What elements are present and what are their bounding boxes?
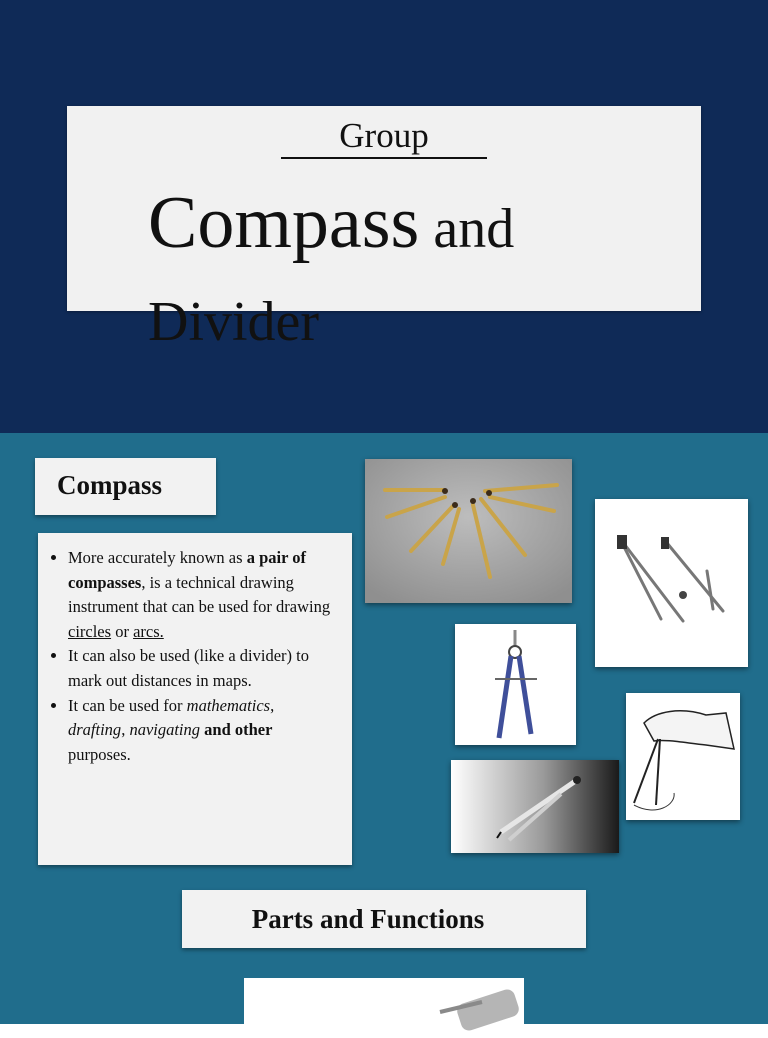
hand-compass-image (626, 693, 740, 820)
bullet-text: or (111, 621, 134, 641)
compass-set-photo (365, 459, 572, 603)
group-underline (281, 157, 487, 159)
title-divider: Divider (148, 291, 320, 353)
bullet-item (68, 644, 334, 693)
parts-diagram-partial (244, 978, 524, 1038)
bullet-bold-text: a pair of compasses (68, 548, 306, 592)
bullet-italic-text: mathematics (186, 695, 271, 715)
bullet-text: More accurately known as (68, 548, 247, 567)
group-label: Group (339, 116, 429, 155)
bullet-text: It can be used for (68, 695, 187, 715)
parts-heading: Parts and Functions (251, 904, 485, 934)
compass-heading-box (35, 458, 216, 515)
arcs-link[interactable]: arcs. (133, 621, 164, 641)
bullet-text: It can also be used (like a divider) to mark out distances in maps. (68, 646, 309, 690)
bullet-list (38, 533, 352, 767)
bullet-item (68, 546, 334, 644)
blue-compass-illustration (455, 624, 576, 745)
bullet-bold-text: and other (200, 720, 273, 740)
bullet-text: , (270, 695, 275, 715)
compass-heading: Compass (57, 470, 163, 500)
title-and: and (419, 198, 515, 260)
hand-compass-sketch (626, 693, 740, 820)
title-compass: Compass (148, 182, 420, 264)
parts-heading-box (182, 890, 586, 948)
bullet-italic-text: navigating (129, 720, 201, 740)
compass-pair-image (595, 499, 748, 667)
blue-compass-image (455, 624, 576, 745)
page-title (148, 180, 708, 372)
bullet-text: purposes. (68, 744, 131, 764)
compass-description-box (38, 533, 352, 865)
circles-link[interactable]: circles (68, 621, 112, 641)
compass-set-image (365, 459, 572, 603)
bullet-item (68, 694, 334, 768)
bullet-text: , is a technical drawing instrument that can be used for drawing (68, 572, 331, 617)
parts-diagram-image (244, 978, 524, 1038)
compass-dark-photo (451, 760, 619, 853)
compass-dark-image (451, 760, 619, 853)
bullet-text: , (121, 720, 130, 740)
compass-pair-photo (595, 499, 748, 667)
bullet-italic-text: drafting (68, 720, 122, 740)
